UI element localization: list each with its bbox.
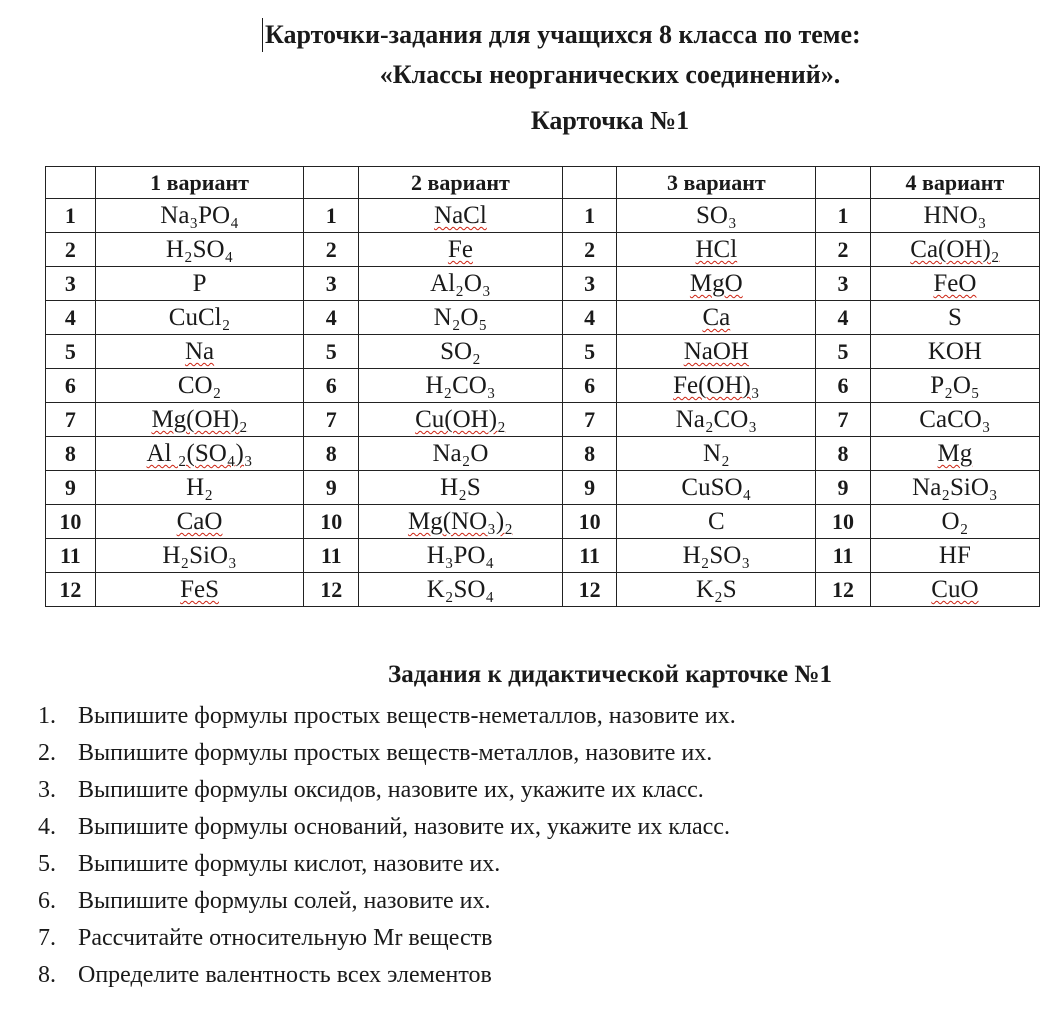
formula-text: Mg(NO₃)₂ bbox=[407, 508, 513, 535]
row-number: 5 bbox=[304, 335, 359, 369]
formula-text: Na₂SiO₃ bbox=[912, 474, 998, 501]
table-row bbox=[46, 301, 1040, 335]
table-row bbox=[46, 335, 1040, 369]
formula-cell bbox=[359, 233, 563, 267]
card-title: Карточка №1 bbox=[530, 106, 690, 135]
task-number: 2. bbox=[38, 740, 56, 766]
formula-text: HCl bbox=[695, 236, 738, 263]
task-item bbox=[38, 848, 736, 885]
formula-cell bbox=[617, 301, 816, 335]
row-number: 10 bbox=[816, 505, 871, 539]
row-number: 7 bbox=[46, 403, 96, 437]
formula-text: H₂SiO₃ bbox=[162, 542, 237, 569]
row-number: 7 bbox=[304, 403, 359, 437]
variant-header: 3 вариант bbox=[617, 167, 816, 199]
formula-cell bbox=[95, 505, 304, 539]
task-item bbox=[38, 811, 736, 848]
row-number: 10 bbox=[562, 505, 617, 539]
task-list bbox=[38, 700, 736, 996]
formula-cell bbox=[617, 335, 816, 369]
formula-text: SO₃ bbox=[695, 202, 737, 229]
task-number: 8. bbox=[38, 962, 56, 988]
table-row bbox=[46, 403, 1040, 437]
task-item bbox=[38, 737, 736, 774]
table-row bbox=[46, 267, 1040, 301]
formula-cell bbox=[617, 199, 816, 233]
formula-cell bbox=[95, 301, 304, 335]
formula-text: Al ₂(SO₄)₃ bbox=[146, 440, 253, 467]
row-number: 12 bbox=[816, 573, 871, 607]
table-row bbox=[46, 471, 1040, 505]
row-number: 8 bbox=[304, 437, 359, 471]
table-row bbox=[46, 437, 1040, 471]
formula-cell bbox=[359, 539, 563, 573]
formula-cell bbox=[617, 267, 816, 301]
row-number: 9 bbox=[562, 471, 617, 505]
table-row bbox=[46, 199, 1040, 233]
formula-cell bbox=[95, 335, 304, 369]
compounds-table bbox=[45, 166, 1040, 607]
row-number: 3 bbox=[46, 267, 96, 301]
formula-cell bbox=[617, 573, 816, 607]
row-number: 1 bbox=[816, 199, 871, 233]
formula-cell bbox=[617, 233, 816, 267]
formula-text: H₂ bbox=[186, 474, 213, 501]
formula-text: N₂ bbox=[702, 440, 730, 467]
task-item bbox=[38, 700, 736, 737]
row-number: 12 bbox=[304, 573, 359, 607]
formula-text: K₂SO₄ bbox=[426, 576, 495, 603]
formula-text: MgO bbox=[689, 270, 743, 297]
formula-text: KOH bbox=[927, 338, 982, 365]
row-number: 11 bbox=[46, 539, 96, 573]
row-number: 6 bbox=[304, 369, 359, 403]
formula-cell bbox=[617, 505, 816, 539]
task-text: Выпишите формулы кислот, назовите их. bbox=[78, 851, 501, 877]
task-text: Рассчитайте относительную Mr веществ bbox=[78, 925, 493, 951]
task-text: Определите валентность всех элементов bbox=[78, 962, 492, 988]
row-number: 9 bbox=[46, 471, 96, 505]
formula-text: Mg bbox=[937, 440, 973, 467]
row-number: 8 bbox=[816, 437, 871, 471]
row-number: 7 bbox=[816, 403, 871, 437]
table-row bbox=[46, 539, 1040, 573]
formula-cell bbox=[95, 437, 304, 471]
table-row bbox=[46, 233, 1040, 267]
formula-text: FeS bbox=[180, 576, 219, 603]
table-row bbox=[46, 505, 1040, 539]
formula-cell bbox=[870, 369, 1039, 403]
formula-text: HF bbox=[938, 542, 971, 569]
formula-cell bbox=[617, 403, 816, 437]
formula-cell bbox=[617, 539, 816, 573]
row-number: 4 bbox=[304, 301, 359, 335]
formula-cell bbox=[870, 539, 1039, 573]
row-number: 6 bbox=[46, 369, 96, 403]
task-item bbox=[38, 959, 736, 996]
formula-text: Na₃PO₄ bbox=[160, 202, 239, 229]
row-number: 9 bbox=[816, 471, 871, 505]
row-number: 10 bbox=[304, 505, 359, 539]
formula-cell bbox=[95, 403, 304, 437]
formula-cell bbox=[359, 573, 563, 607]
formula-cell bbox=[870, 505, 1039, 539]
task-text: Выпишите формулы солей, назовите их. bbox=[78, 888, 491, 914]
task-text: Выпишите формулы оснований, назовите их, укажите их класс. bbox=[78, 814, 730, 840]
formula-cell bbox=[359, 403, 563, 437]
task-number: 3. bbox=[38, 777, 56, 803]
row-number: 5 bbox=[46, 335, 96, 369]
row-number: 7 bbox=[562, 403, 617, 437]
task-number: 5. bbox=[38, 851, 56, 877]
task-item bbox=[38, 885, 736, 922]
task-text: Выпишите формулы простых веществ-металлов, назовите их. bbox=[78, 740, 713, 766]
formula-text: SO₂ bbox=[440, 338, 481, 365]
formula-text: Ca bbox=[702, 304, 731, 331]
formula-cell bbox=[870, 437, 1039, 471]
row-number: 9 bbox=[304, 471, 359, 505]
formula-cell bbox=[95, 471, 304, 505]
formula-cell bbox=[870, 573, 1039, 607]
formula-cell bbox=[870, 233, 1039, 267]
variant-header: 4 вариант bbox=[870, 167, 1039, 199]
row-number: 6 bbox=[562, 369, 617, 403]
tasks-title: Задания к дидактической карточке №1 bbox=[388, 661, 832, 688]
row-number: 8 bbox=[562, 437, 617, 471]
task-item bbox=[38, 774, 736, 811]
formula-cell bbox=[870, 267, 1039, 301]
formula-cell bbox=[359, 505, 563, 539]
formula-cell bbox=[95, 539, 304, 573]
formula-text: Na₂CO₃ bbox=[675, 406, 757, 433]
formula-text: Ca(OH)₂ bbox=[910, 236, 1000, 263]
formula-cell bbox=[617, 471, 816, 505]
row-number: 2 bbox=[304, 233, 359, 267]
formula-text: P bbox=[192, 270, 207, 297]
formula-text: Na₂O bbox=[432, 440, 489, 467]
formula-text: CO₂ bbox=[177, 372, 222, 399]
row-number: 3 bbox=[816, 267, 871, 301]
row-number: 5 bbox=[562, 335, 617, 369]
task-item bbox=[38, 922, 736, 959]
formula-cell bbox=[359, 267, 563, 301]
task-text: Выпишите формулы оксидов, назовите их, укажите их класс. bbox=[78, 777, 704, 803]
formula-cell bbox=[359, 471, 563, 505]
formula-text: C bbox=[707, 508, 725, 535]
formula-text: HNO₃ bbox=[923, 202, 987, 229]
formula-text: S bbox=[947, 304, 962, 331]
formula-cell bbox=[359, 199, 563, 233]
row-number: 10 bbox=[46, 505, 96, 539]
table-row bbox=[46, 369, 1040, 403]
formula-cell bbox=[95, 199, 304, 233]
formula-cell bbox=[95, 233, 304, 267]
row-number: 4 bbox=[816, 301, 871, 335]
formula-text: N₂O₅ bbox=[433, 304, 488, 331]
row-number: 12 bbox=[562, 573, 617, 607]
formula-text: H₂CO₃ bbox=[425, 372, 496, 399]
formula-text: Na bbox=[184, 338, 215, 365]
formula-text: CuSO₄ bbox=[681, 474, 752, 501]
row-number: 8 bbox=[46, 437, 96, 471]
task-number: 4. bbox=[38, 814, 56, 840]
formula-cell bbox=[870, 199, 1039, 233]
variant-header: 2 вариант bbox=[359, 167, 563, 199]
formula-cell bbox=[870, 335, 1039, 369]
formula-text: Mg(OH)₂ bbox=[151, 406, 248, 433]
formula-text: H₂S bbox=[440, 474, 481, 501]
formula-text: H₃PO₄ bbox=[426, 542, 495, 569]
worksheet-heading: Карточки-задания для учащихся 8 класса по теме: bbox=[262, 18, 861, 52]
formula-cell bbox=[617, 437, 816, 471]
row-number: 12 bbox=[46, 573, 96, 607]
variant-header: 1 вариант bbox=[95, 167, 304, 199]
formula-cell bbox=[359, 437, 563, 471]
formula-text: K₂S bbox=[695, 576, 737, 603]
task-text: Выпишите формулы простых веществ-неметаллов, назовите их. bbox=[78, 703, 736, 729]
row-number: 2 bbox=[46, 233, 96, 267]
row-number: 4 bbox=[562, 301, 617, 335]
formula-text: FeO bbox=[933, 270, 977, 297]
row-number: 11 bbox=[562, 539, 617, 573]
row-number: 5 bbox=[816, 335, 871, 369]
worksheet-topic: «Классы неорганических соединений». bbox=[379, 60, 841, 89]
formula-text: H₂SO₃ bbox=[682, 542, 751, 569]
formula-text: CaO bbox=[176, 508, 223, 535]
table-row bbox=[46, 573, 1040, 607]
formula-cell bbox=[95, 573, 304, 607]
formula-text: NaCl bbox=[434, 202, 487, 229]
row-number: 2 bbox=[562, 233, 617, 267]
row-number: 6 bbox=[816, 369, 871, 403]
formula-cell bbox=[359, 301, 563, 335]
formula-text: Fe bbox=[447, 236, 473, 263]
row-number: 1 bbox=[562, 199, 617, 233]
row-number: 1 bbox=[46, 199, 96, 233]
formula-cell bbox=[95, 369, 304, 403]
formula-text: Cu(OH)₂ bbox=[415, 406, 506, 433]
task-number: 7. bbox=[38, 925, 56, 951]
formula-text: Al₂O₃ bbox=[430, 270, 491, 297]
formula-cell bbox=[95, 267, 304, 301]
formula-cell bbox=[617, 369, 816, 403]
formula-text: P₂O₅ bbox=[930, 372, 980, 399]
row-number: 11 bbox=[304, 539, 359, 573]
formula-cell bbox=[870, 301, 1039, 335]
task-number: 6. bbox=[38, 888, 56, 914]
variants-header-row bbox=[46, 167, 1040, 199]
formula-text: H₂SO₄ bbox=[165, 236, 234, 263]
row-number: 2 bbox=[816, 233, 871, 267]
row-number: 11 bbox=[816, 539, 871, 573]
formula-text: CuCl₂ bbox=[168, 304, 231, 331]
formula-cell bbox=[359, 369, 563, 403]
formula-cell bbox=[359, 335, 563, 369]
row-number: 4 bbox=[46, 301, 96, 335]
formula-text: NaOH bbox=[683, 338, 749, 365]
row-number: 3 bbox=[562, 267, 617, 301]
formula-text: Fe(OH)₃ bbox=[673, 372, 760, 399]
task-number: 1. bbox=[38, 703, 56, 729]
row-number: 3 bbox=[304, 267, 359, 301]
row-number: 1 bbox=[304, 199, 359, 233]
formula-text: CaCO₃ bbox=[919, 406, 991, 433]
formula-cell bbox=[870, 403, 1039, 437]
formula-text: CuO bbox=[931, 576, 979, 603]
formula-cell bbox=[870, 471, 1039, 505]
formula-text: O₂ bbox=[941, 508, 969, 535]
